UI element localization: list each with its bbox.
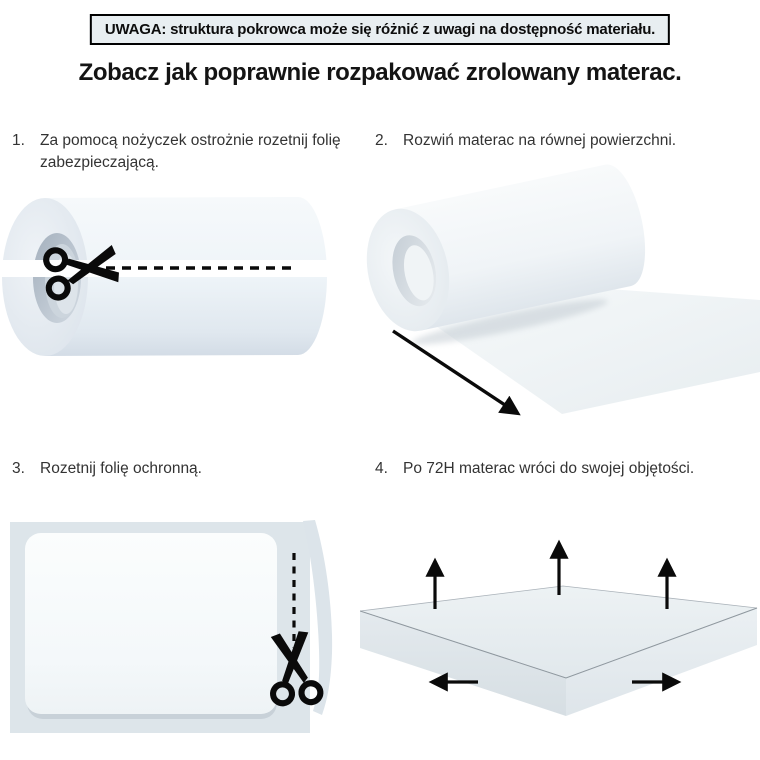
notice-text: UWAGA: struktura pokrowca może się różnić z uwagi na dostępność materiału.	[104, 21, 656, 38]
step-number: 4.	[375, 460, 388, 477]
step-item-1	[12, 130, 342, 174]
step-number: 2.	[375, 132, 388, 149]
illustration-unrolling-mattress	[360, 160, 760, 430]
page-title: Zobacz jak poprawnie rozpakować zrolowany materac.	[78, 59, 682, 86]
illustration-mattress-expanding	[360, 505, 760, 760]
step-item-2	[375, 130, 755, 152]
step-text: Rozwiń materac na równej powierzchni.	[403, 132, 677, 149]
illustration-rolled-mattress-cut	[0, 185, 340, 385]
step-number: 3.	[12, 460, 25, 477]
step-item-4	[375, 458, 755, 480]
notice-banner	[90, 14, 670, 45]
step-text: Po 72H materac wróci do swojej objętości.	[403, 460, 695, 477]
step-text: Za pomocą nożyczek ostrożnie rozetnij folię zabezpieczającą.	[40, 132, 341, 171]
step-item-3	[12, 458, 342, 480]
illustration-cut-protective-film	[0, 505, 360, 745]
step-number: 1.	[12, 132, 25, 149]
step-text: Rozetnij folię ochronną.	[40, 460, 202, 477]
flat-mattress	[25, 533, 277, 714]
